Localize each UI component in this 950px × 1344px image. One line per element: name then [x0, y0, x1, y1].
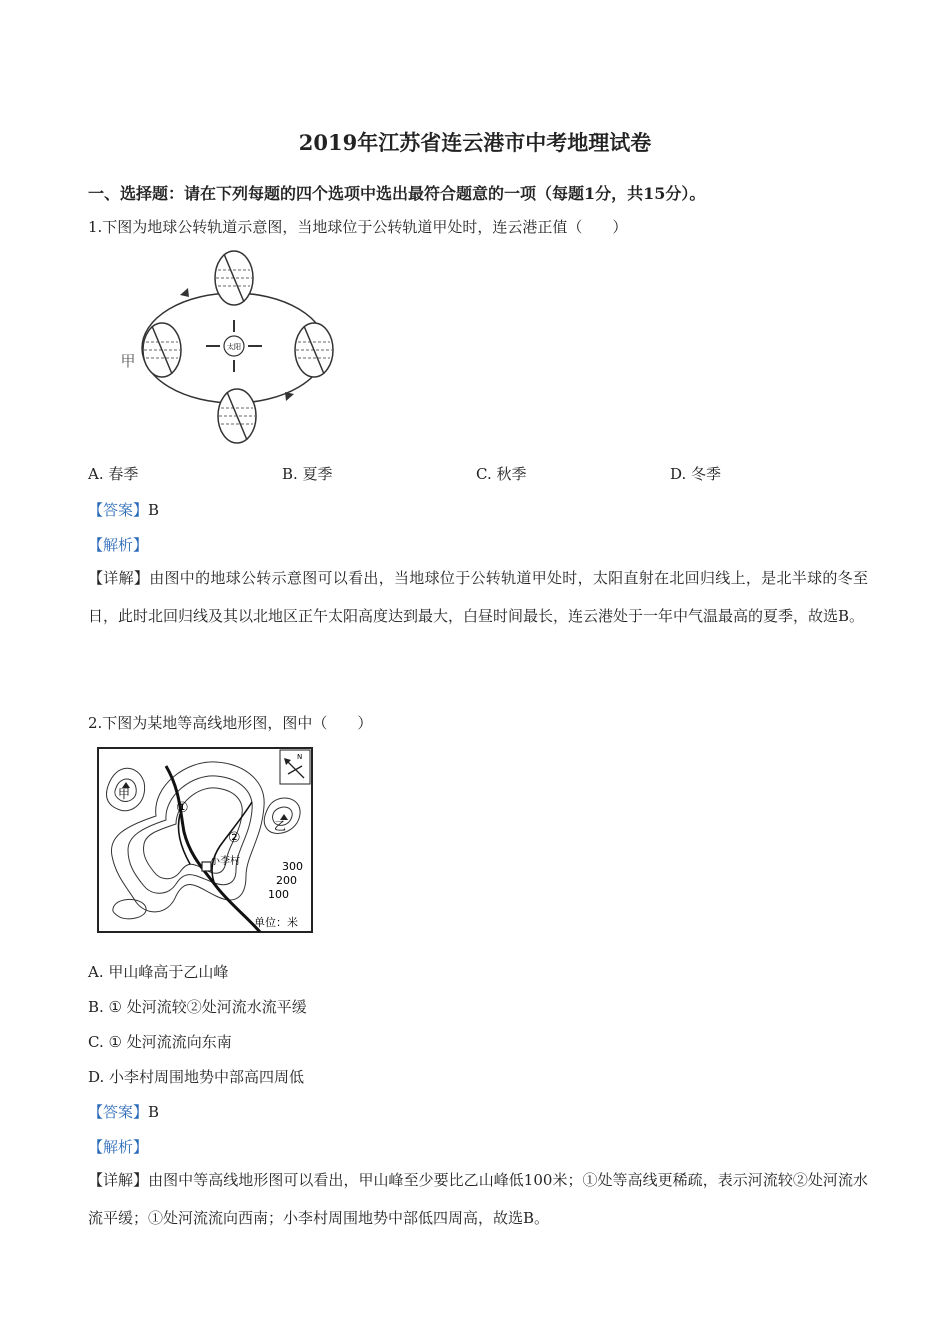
- contour-label-300: 300: [282, 860, 303, 873]
- q2-option-d[interactable]: D. 小李村周围地势中部高四周低: [88, 1068, 305, 1086]
- page-title: 2019年江苏省连云港市中考地理试卷: [298, 130, 652, 155]
- answer-value: B: [148, 1103, 160, 1121]
- q1-option-d[interactable]: D. 冬季: [670, 465, 722, 483]
- q1-analysis-tag: 【解析】: [88, 536, 149, 554]
- detail-tag: 【详解】: [88, 1171, 149, 1189]
- answer-value: B: [148, 501, 160, 519]
- section-heading: 一、选择题：请在下列每题的四个选项中选出最符合题意的一项（每题1分，共15分）。: [88, 184, 706, 203]
- earth-bottom: [218, 389, 256, 443]
- q2-option-b[interactable]: B. ① 处河流较②处河流水流平缓: [88, 998, 307, 1016]
- q2-analysis-tag: 【解析】: [88, 1138, 149, 1156]
- q2-contour-map: [96, 746, 316, 936]
- peak-yi-label: 乙: [274, 819, 287, 833]
- north-label: N: [297, 753, 303, 761]
- north-box: [280, 750, 310, 784]
- q2-option-c[interactable]: C. ① 处河流流向东南: [88, 1033, 232, 1051]
- sun: [206, 320, 262, 372]
- q2-answer: [88, 1101, 159, 1122]
- contour-label-100: 100: [268, 888, 289, 901]
- detail-text: 由图中的地球公转示意图可以看出，当地球位于公转轨道甲处时，太阳直射在北回归线上，是北半球的冬至日，此时北回归线及其以北地区正午太阳高度达到最大，白昼时间最长，连云港处于一年中气温最高的夏季，故选B。: [88, 569, 868, 625]
- detail-text: 由图中等高线地形图可以看出，甲山峰至少要比乙山峰低100米；①处等高线更稀疏，表示河流较②处河流水流平缓；①处河流流向西南；小李村周围地势中部低四周高，故选B。: [88, 1171, 868, 1227]
- q2-option-a[interactable]: A. 甲山峰高于乙山峰: [88, 963, 229, 981]
- earth-right: [295, 323, 333, 377]
- answer-tag: 【答案】: [88, 501, 149, 519]
- mark-1-label: ①: [176, 800, 189, 816]
- q1-detail: [88, 559, 868, 635]
- detail-tag: 【详解】: [88, 569, 150, 587]
- q1-orbit-figure: [110, 248, 360, 448]
- q1-option-a[interactable]: A. 春季: [88, 465, 139, 483]
- orbit-arrow-icon: [285, 392, 294, 401]
- q1-answer: [88, 499, 159, 520]
- q2-stem: 2.下图为某地等高线地形图，图中（ ）: [88, 714, 373, 732]
- q1-option-c[interactable]: C. 秋季: [476, 465, 527, 483]
- answer-tag: 【答案】: [88, 1103, 149, 1121]
- q2-detail: [88, 1161, 868, 1237]
- q1-option-b[interactable]: B. 夏季: [282, 465, 333, 483]
- jia-label: 甲: [120, 352, 136, 370]
- orbit-arrow-icon: [180, 288, 189, 297]
- q1-stem: 1.下图为地球公转轨道示意图，当地球位于公转轨道甲处时，连云港正值（ ）: [88, 218, 628, 236]
- contour-label-200: 200: [276, 874, 297, 887]
- mark-2-label: ②: [228, 830, 241, 846]
- unit-label: 单位：米: [254, 916, 298, 929]
- village-label: 小李村: [210, 856, 240, 867]
- earth-left: [143, 323, 181, 377]
- earth-top: [215, 251, 253, 305]
- sun-label: 太阳: [227, 343, 241, 351]
- peak-jia-label: 甲: [118, 787, 131, 801]
